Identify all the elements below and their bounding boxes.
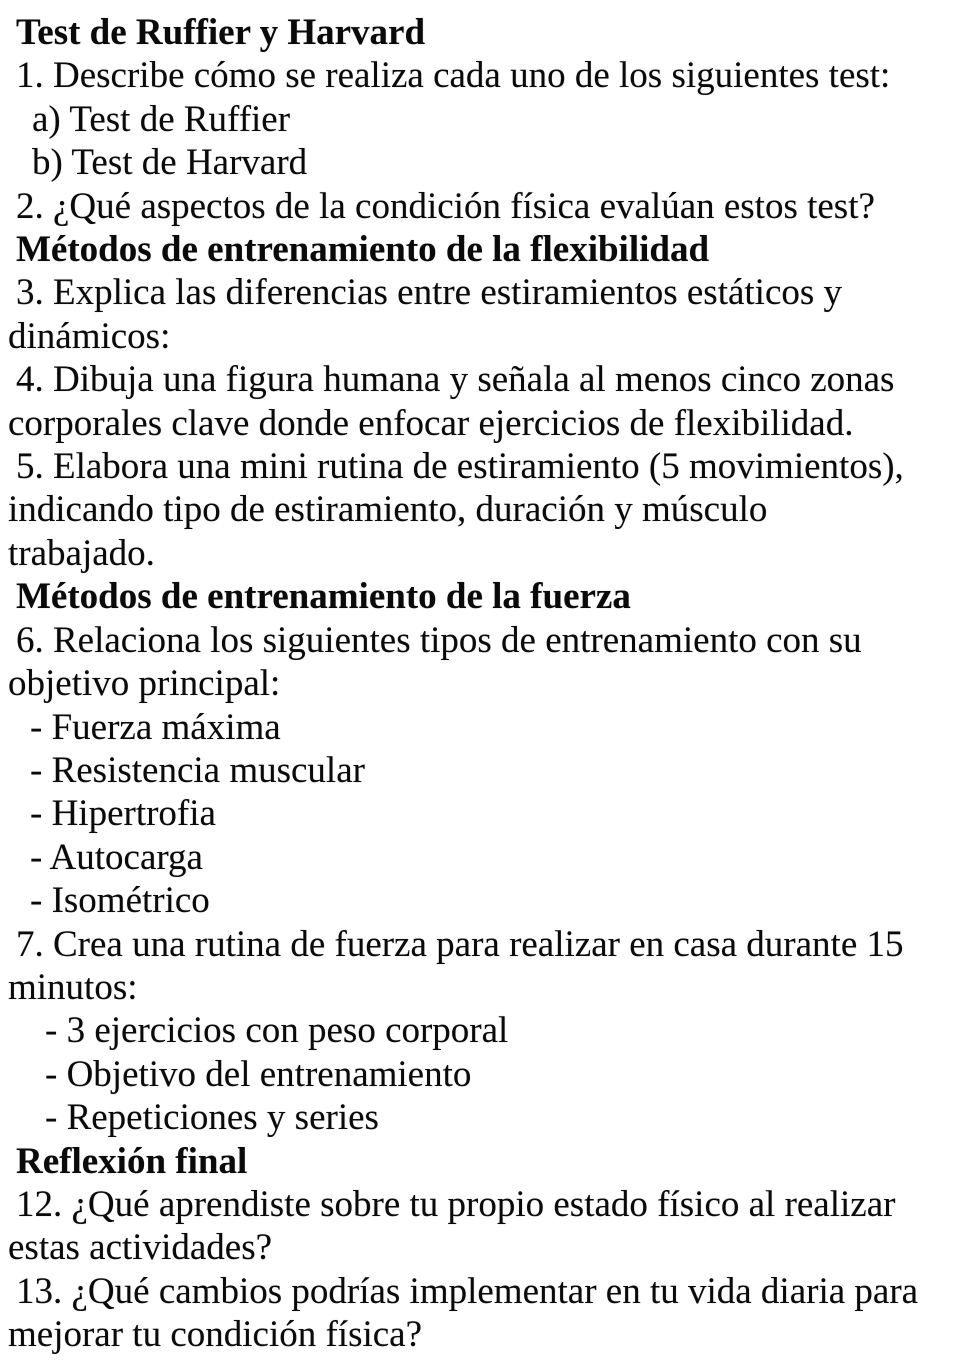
document-line: - Resistencia muscular [30,749,365,791]
document-line: b) Test de Harvard [32,142,308,184]
section-heading: Métodos de entrenamiento de la flexibilidad [16,229,710,271]
section-heading: Métodos de entrenamiento de la fuerza [16,576,631,618]
document-line: - Isométrico [30,880,210,922]
document-line: 12. ¿Qué aprendiste sobre tu propio estado físico al realizar estas actividades? [8,1183,896,1269]
section-heading: Reflexión final [16,1140,248,1182]
document-line: 7. Crea una rutina de fuerza para realizar en casa durante 15 minutos: [8,923,904,1008]
document-line: a) Test de Ruffier [32,98,291,140]
document-line: 6. Relaciona los siguientes tipos de entrenamiento con su objetivo principal: [8,619,862,705]
document-line: 4. Dibuja una figura humana y señala al menos cinco zonas corporales clave donde enfocar ejercicios de flexibilidad. [8,359,895,444]
document-line: 5. Elabora una mini rutina de estiramiento (5 movimientos), indicando tipo de estiramiento, duración y músculo trabajado. [8,446,904,574]
document-line: - Hipertrofia [30,793,216,835]
document-line: - 3 ejercicios con peso corporal [45,1010,509,1052]
document-line: - Repeticiones y series [45,1097,379,1139]
document-line: - Fuerza máxima [30,706,281,748]
document-line: 3. Explica las diferencias entre estiramientos estáticos y dinámicos: [8,272,843,357]
document-line: 13. ¿Qué cambios podrías implementar en tu vida diaria para mejorar tu condición física? [8,1270,919,1356]
document-line: - Objetivo del entrenamiento [45,1053,472,1095]
section-heading: Test de Ruffier y Harvard [16,12,426,53]
document-line: - Autocarga [30,836,203,878]
document-line: 1. Describe cómo se realiza cada uno de los siguientes test: [16,55,891,97]
document-line: 2. ¿Qué aspectos de la condición física evalúan estos test? [16,185,875,227]
